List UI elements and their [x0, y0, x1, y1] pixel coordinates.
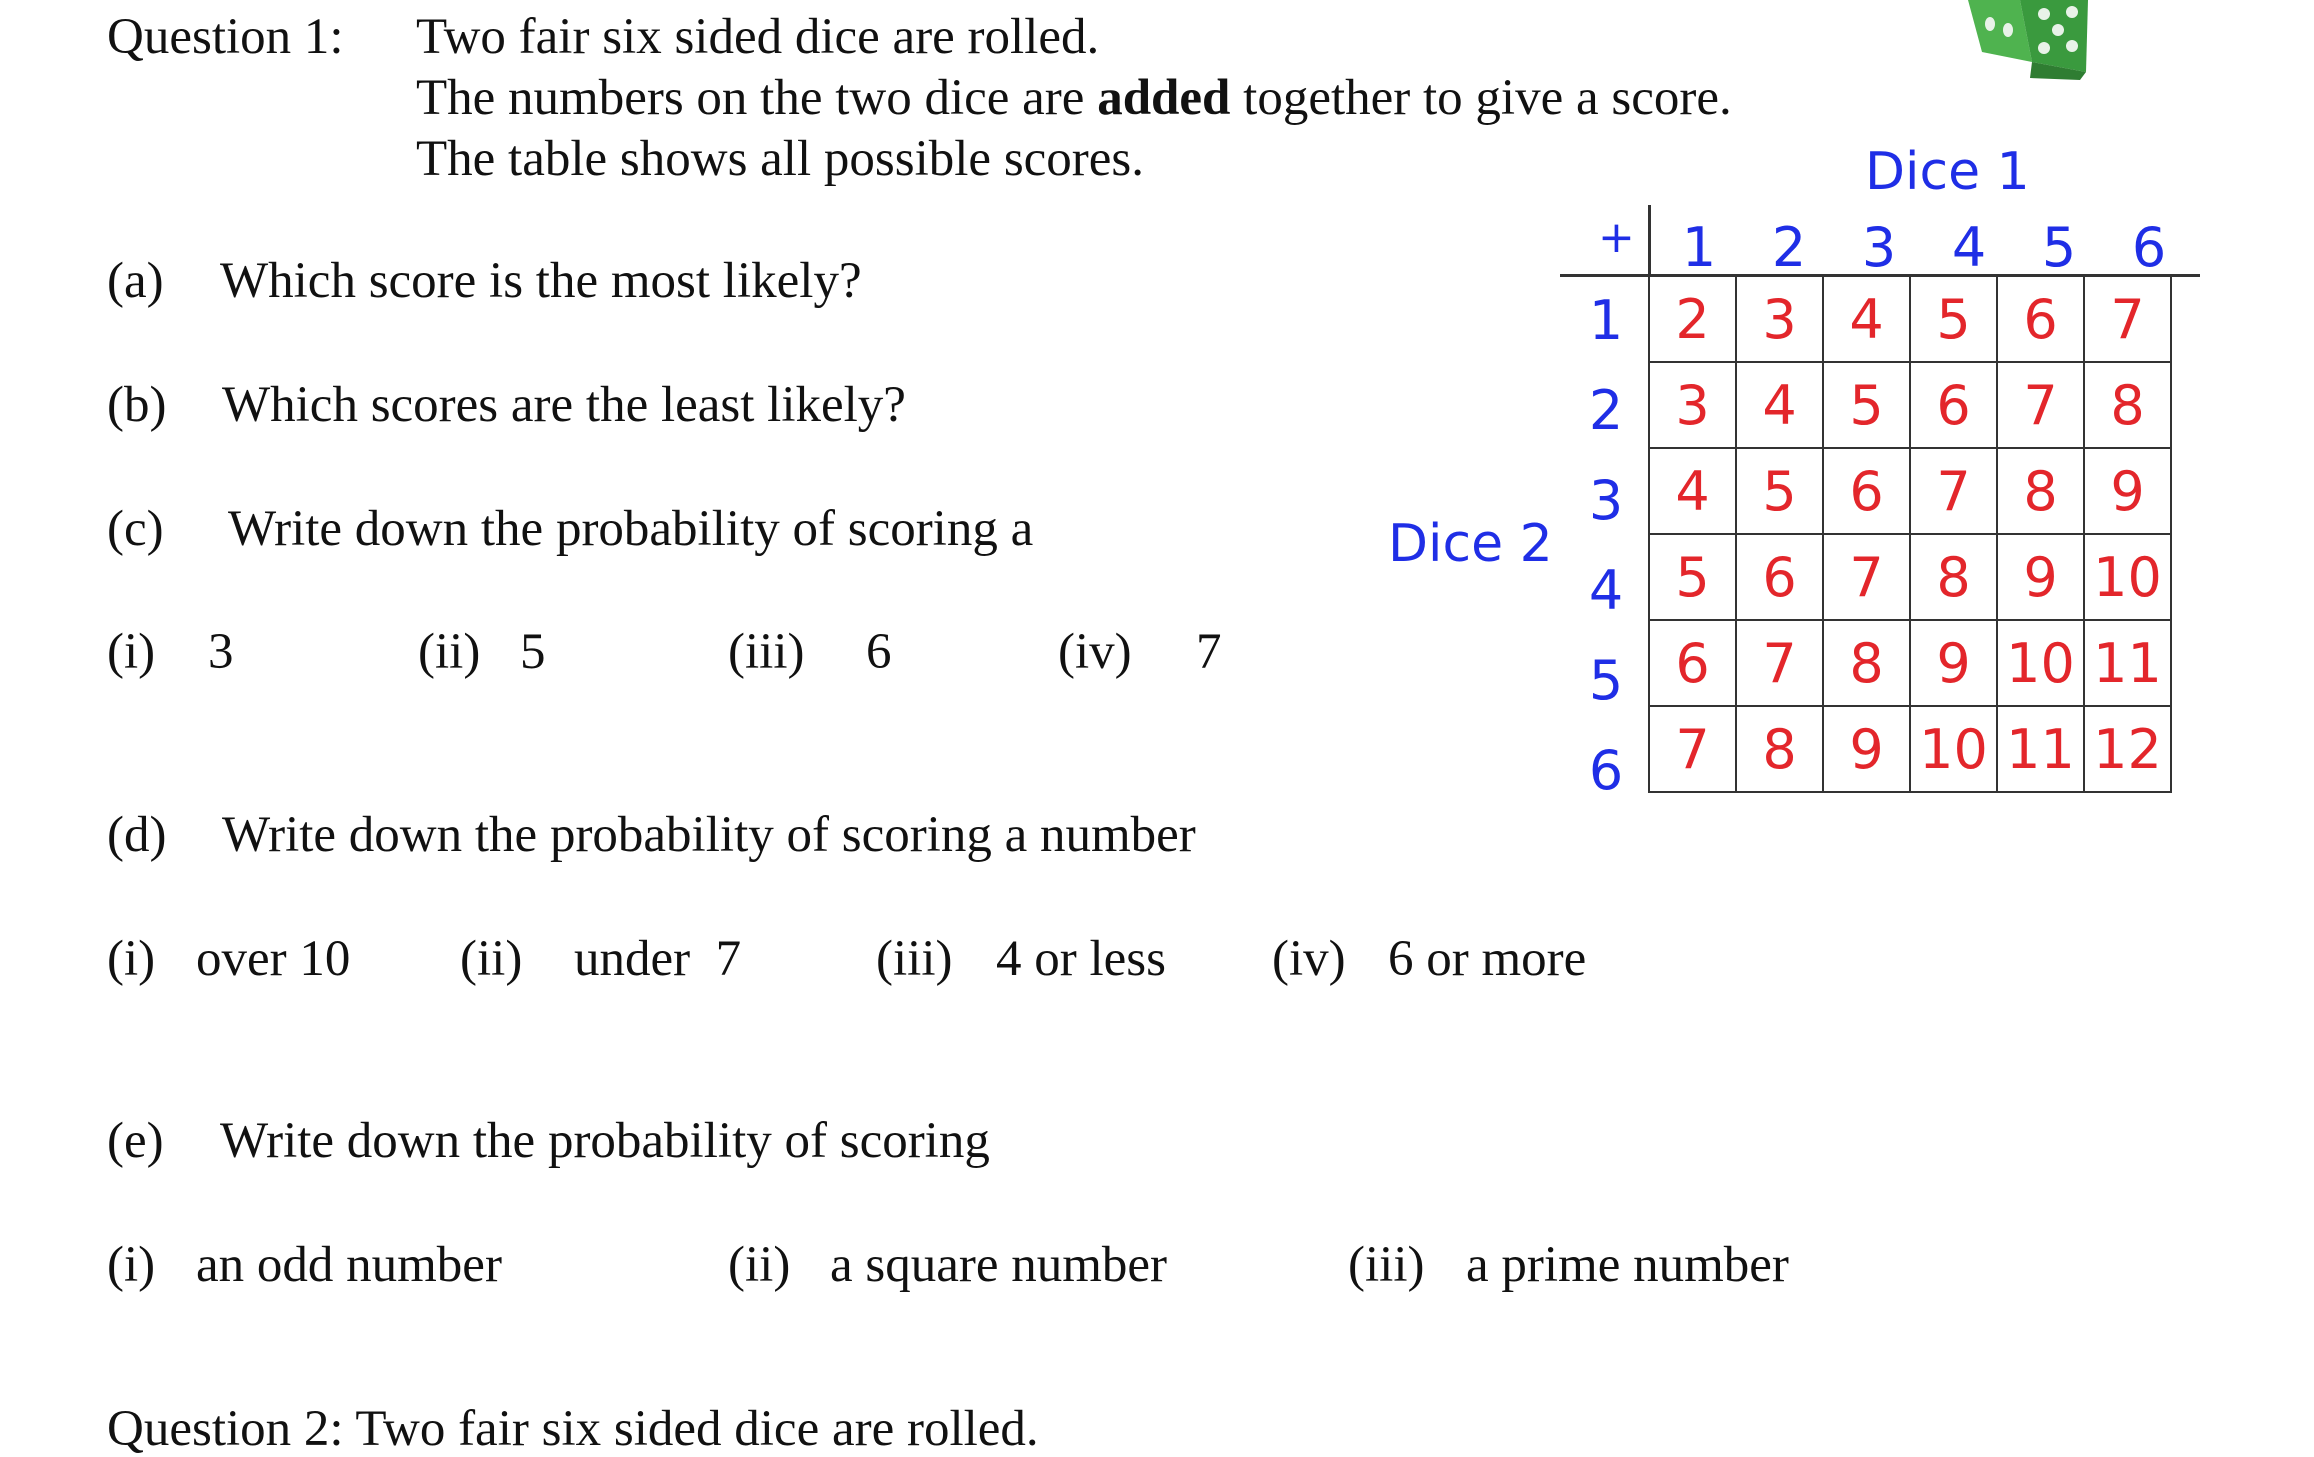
- part-e-iii-label: (iii): [1348, 1237, 1425, 1293]
- row-header: 1: [1588, 289, 1624, 352]
- score-cell: 5: [1910, 276, 1997, 362]
- part-d-text: Write down the probability of scoring a number: [222, 807, 1196, 863]
- part-c-iii-label: (iii): [728, 624, 805, 680]
- part-e-label: (e): [107, 1113, 164, 1169]
- part-c-ii-value: 5: [520, 624, 546, 680]
- score-cell: 9: [1997, 534, 2084, 620]
- green-dice-icon: [1960, 0, 2090, 80]
- part-d-label: (d): [107, 807, 167, 863]
- score-cell: 10: [1910, 706, 1997, 792]
- line-2-bold: added: [1097, 70, 1231, 126]
- row-header: 3: [1588, 469, 1624, 532]
- score-cell: 5: [1649, 534, 1736, 620]
- part-e-ii-label: (ii): [728, 1237, 791, 1293]
- part-e-text: Write down the probability of scoring: [220, 1113, 990, 1169]
- row-header: 6: [1588, 739, 1624, 802]
- score-cell: 9: [2084, 448, 2171, 534]
- score-cell: 7: [1736, 620, 1823, 706]
- score-cell: 9: [1910, 620, 1997, 706]
- score-cell: 8: [1997, 448, 2084, 534]
- part-e-i-label: (i): [107, 1237, 156, 1293]
- score-cell: 3: [1736, 276, 1823, 362]
- col-header: 2: [1771, 216, 1807, 279]
- score-cell: 2: [1649, 276, 1736, 362]
- header-divider-vertical: [1648, 205, 1651, 275]
- table-row: [1649, 448, 2171, 534]
- score-cell: 8: [1910, 534, 1997, 620]
- dice-2-label: Dice 2: [1388, 514, 1553, 574]
- score-cell: 6: [1910, 362, 1997, 448]
- col-header: 3: [1861, 216, 1897, 279]
- line-2-end: together to give a score.: [1230, 70, 1732, 126]
- score-cell: 8: [2084, 362, 2171, 448]
- question-1-line-2: [416, 70, 1732, 126]
- part-b-text: Which scores are the least likely?: [222, 377, 906, 433]
- table-row: [1649, 362, 2171, 448]
- score-cell: 4: [1736, 362, 1823, 448]
- score-cell: 7: [1910, 448, 1997, 534]
- question-1-label: Question 1:: [107, 9, 344, 65]
- part-d-iii-value: 4 or less: [996, 931, 1166, 987]
- question-1-line-3: The table shows all possible scores.: [416, 131, 1145, 187]
- table-row: [1649, 706, 2171, 792]
- row-header: 2: [1588, 379, 1624, 442]
- score-cell: 6: [1736, 534, 1823, 620]
- score-cell: 3: [1649, 362, 1736, 448]
- part-c-label: (c): [107, 501, 164, 557]
- part-d-ii-value: under 7: [574, 931, 742, 987]
- col-header: 6: [2131, 216, 2167, 279]
- score-cell: 12: [2084, 706, 2171, 792]
- part-c-i-label: (i): [107, 624, 156, 680]
- part-e-ii-value: a square number: [830, 1237, 1168, 1293]
- score-cell: 4: [1823, 276, 1910, 362]
- question-2-partial: Question 2: Two fair six sided dice are rolled.: [107, 1401, 1039, 1457]
- part-e-i-value: an odd number: [196, 1237, 502, 1293]
- part-d-iv-label: (iv): [1272, 931, 1346, 987]
- score-cell: 8: [1736, 706, 1823, 792]
- table-row: [1649, 620, 2171, 706]
- part-c-iv-value: 7: [1196, 624, 1222, 680]
- score-cell: 5: [1823, 362, 1910, 448]
- part-c-iii-value: 6: [866, 624, 892, 680]
- part-a-text: Which score is the most likely?: [220, 253, 862, 309]
- score-cell: 6: [1649, 620, 1736, 706]
- part-d-i-label: (i): [107, 931, 156, 987]
- part-c-text: Write down the probability of scoring a: [228, 501, 1034, 557]
- row-header: 4: [1588, 559, 1624, 622]
- score-cell: 7: [2084, 276, 2171, 362]
- question-1-line-1: Two fair six sided dice are rolled.: [416, 9, 1100, 65]
- part-c-ii-label: (ii): [418, 624, 481, 680]
- table-row: [1649, 276, 2171, 362]
- score-cell: 7: [1649, 706, 1736, 792]
- score-cell: 10: [1997, 620, 2084, 706]
- score-cell: 11: [2084, 620, 2171, 706]
- line-2-start: The numbers on the two dice are: [416, 70, 1098, 126]
- col-header: 5: [2041, 216, 2077, 279]
- dice-1-label: Dice 1: [1865, 142, 2030, 202]
- part-c-iv-label: (iv): [1058, 624, 1132, 680]
- score-cell: 9: [1823, 706, 1910, 792]
- col-header: 4: [1951, 216, 1987, 279]
- score-cell: 7: [1823, 534, 1910, 620]
- part-e-iii-value: a prime number: [1466, 1237, 1789, 1293]
- score-cell: 11: [1997, 706, 2084, 792]
- part-d-iii-label: (iii): [876, 931, 953, 987]
- score-cell: 8: [1823, 620, 1910, 706]
- score-cell: 4: [1649, 448, 1736, 534]
- part-a-label: (a): [107, 253, 164, 309]
- part-b-label: (b): [107, 377, 167, 433]
- part-d-ii-label: (ii): [460, 931, 523, 987]
- part-d-iv-value: 6 or more: [1388, 931, 1587, 987]
- part-d-i-value: over 10: [196, 931, 351, 987]
- score-cell: 5: [1736, 448, 1823, 534]
- table-row: [1649, 534, 2171, 620]
- operator-plus: +: [1598, 212, 1635, 263]
- part-c-i-value: 3: [208, 624, 234, 680]
- score-cell: 10: [2084, 534, 2171, 620]
- score-table: [1648, 275, 2172, 793]
- score-cell: 6: [1823, 448, 1910, 534]
- row-header: 5: [1588, 649, 1624, 712]
- col-header: 1: [1681, 216, 1717, 279]
- row-headers: [1580, 276, 1632, 816]
- score-cell: 7: [1997, 362, 2084, 448]
- score-cell: 6: [1997, 276, 2084, 362]
- column-headers: [1654, 216, 2194, 279]
